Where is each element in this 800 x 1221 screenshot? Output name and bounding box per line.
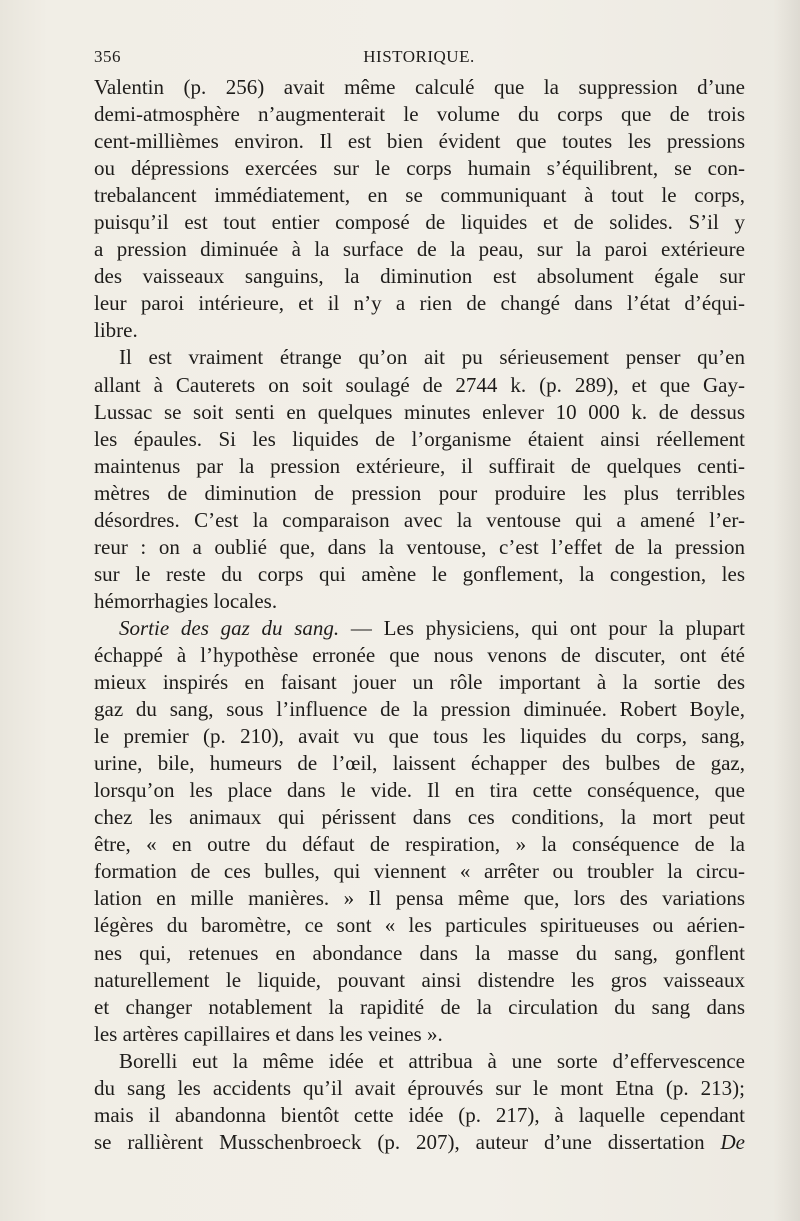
trailing-italic: De xyxy=(720,1129,745,1154)
text-line-content: se rallièrent Musschenbroeck (p. 207), auteur d’une dissertation xyxy=(94,1129,705,1154)
text-line: allant à Cauterets on soit soulagé de 2744 k. (p. 289), et que Gay- xyxy=(94,372,745,397)
text-line: demi-atmosphère n’augmenterait le volume du corps que de trois xyxy=(94,102,745,127)
text-line: le premier (p. 210), avait vu que tous les liquides du corps, sang, xyxy=(94,724,745,749)
text-line xyxy=(94,1129,745,1156)
text-line: échappé à l’hypothèse erronée que nous venons de discuter, ont été xyxy=(94,642,745,667)
text-line: — Les physiciens, qui ont pour la plupart xyxy=(350,615,746,640)
text-line: les épaules. Si les liquides de l’organisme étaient ainsi réellement xyxy=(94,426,745,451)
text-line: gaz du sang, sous l’influence de la pression diminuée. Robert Boyle, xyxy=(94,697,745,722)
text-line: être, « en outre du défaut de respiration, » la conséquence de la xyxy=(94,832,745,857)
text-line: reur : on a oublié que, dans la ventouse, c’est l’effet de la pression xyxy=(94,534,745,559)
text-line: formation de ces bulles, qui viennent « arrêter ou troubler la circu- xyxy=(94,859,745,884)
text-line: lorsqu’on les place dans le vide. Il en tira cette conséquence, que xyxy=(94,778,745,803)
text-line: libre. xyxy=(94,318,138,343)
text-line: du sang les accidents qu’il avait éprouvés sur le mont Etna (p. 213); xyxy=(94,1075,745,1100)
text-line: lation en mille manières. » Il pensa même que, lors des variations xyxy=(94,886,745,911)
running-header xyxy=(94,47,744,71)
text-line: leur paroi intérieure, et il n’y a rien de changé dans l’état d’équi- xyxy=(94,291,745,316)
text-line: légères du baromètre, ce sont « les particules spiritueuses ou aérien- xyxy=(94,913,745,938)
text-line: mètres de diminution de pression pour produire les plus terribles xyxy=(94,480,745,505)
page-number: 356 xyxy=(94,47,121,66)
text-line: urine, bile, humeurs de l’œil, laissent échapper des bulbes de gaz, xyxy=(94,751,745,776)
text-line: Lussac se soit senti en quelques minutes enlever 10 000 k. de dessus xyxy=(94,399,745,424)
text-line: désordres. C’est la comparaison avec la ventouse qui a amené l’er- xyxy=(94,507,745,532)
paragraph-first-line: Borelli eut la même idée et attribua à une sorte d’effervescence xyxy=(119,1048,745,1073)
text-line: cent-millièmes environ. Il est bien évident que toutes les pressions xyxy=(94,129,745,154)
section-heading: Sortie des gaz du sang. xyxy=(119,615,340,640)
text-line: maintenus par la pression extérieure, il suffirait de quelques centi- xyxy=(94,453,745,478)
text-line: ou dépressions exercées sur le corps humain s’équilibrent, se con- xyxy=(94,156,745,181)
text-line: Valentin (p. 256) avait même calculé que la suppression d’une xyxy=(94,75,745,99)
text-line: mais il abandonna bientôt cette idée (p. 217), à laquelle cependant xyxy=(94,1102,745,1127)
text-line: et changer notablement la rapidité de la circulation du sang dans xyxy=(94,994,745,1019)
text-line: hémorrhagies locales. xyxy=(94,588,278,613)
text-line: nes qui, retenues en abondance dans la masse du sang, gonflent xyxy=(94,940,745,965)
text-line: puisqu’il est tout entier composé de liquides et de solides. S’il y xyxy=(94,210,745,235)
text-line: des vaisseaux sanguins, la diminution est absolument égale sur xyxy=(94,264,745,289)
text-line: a pression diminuée à la surface de la peau, sur la paroi extérieure xyxy=(94,237,745,262)
text-line: les artères capillaires et dans les veines ». xyxy=(94,1021,443,1046)
section-heading-line xyxy=(94,615,745,642)
text-line: naturellement le liquide, pouvant ainsi distendre les gros vaisseaux xyxy=(94,967,745,992)
body-text xyxy=(94,74,745,1156)
text-line: trebalancent immédiatement, en se communiquant à tout le corps, xyxy=(94,183,745,208)
text-line: sur le reste du corps qui amène le gonflement, la congestion, les xyxy=(94,561,745,586)
running-title: HISTORIQUE. xyxy=(363,47,475,66)
paragraph-first-line: Il est vraiment étrange qu’on ait pu sérieusement penser qu’en xyxy=(119,345,745,370)
text-line: mieux inspirés en faisant jouer un rôle important à la sortie des xyxy=(94,670,745,695)
text-line: chez les animaux qui périssent dans ces conditions, la mort peut xyxy=(94,805,745,830)
page-edge-shadow xyxy=(774,0,800,1221)
